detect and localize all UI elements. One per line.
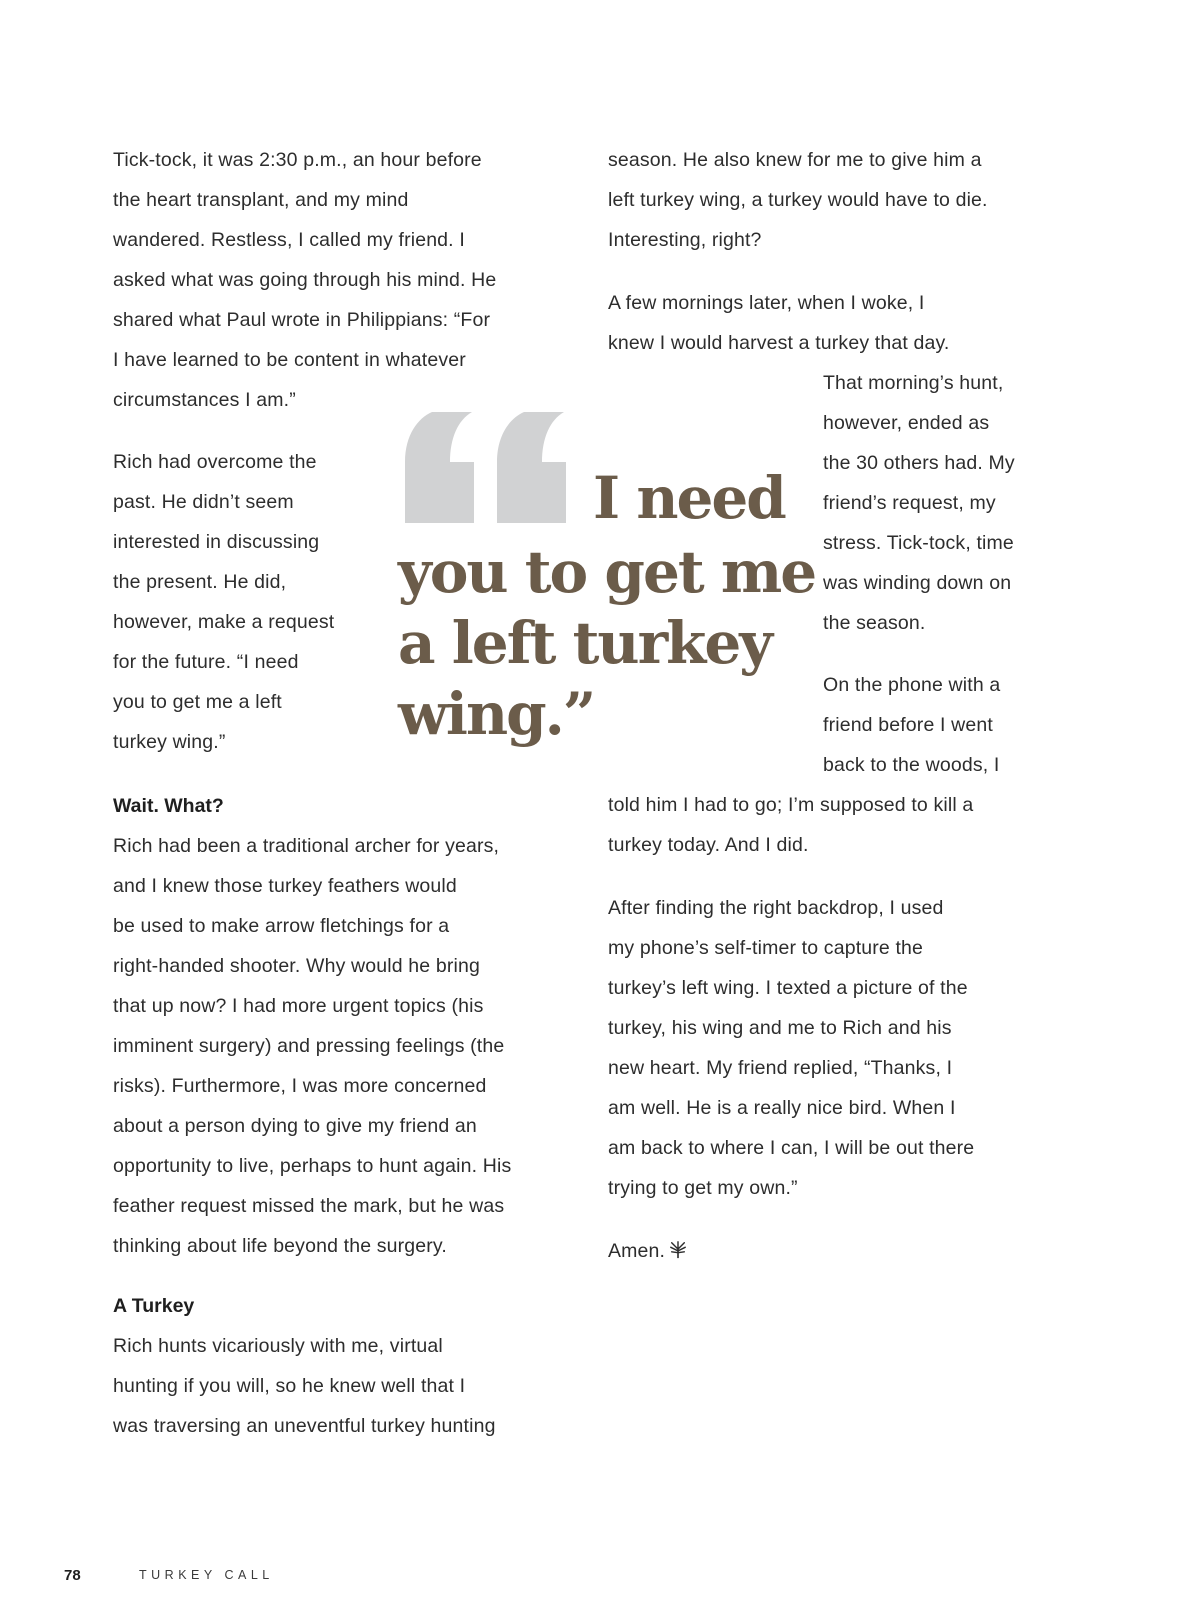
pull-quote-line-1: I need	[593, 464, 785, 532]
pull-quote-line-4: wing.”	[398, 680, 595, 748]
text-line: friend’s request, my	[823, 492, 996, 514]
text-line: interested in discussing	[113, 531, 320, 553]
text-line: trying to get my own.”	[608, 1177, 798, 1199]
right-paragraph-2-full	[608, 283, 950, 363]
pull-quote-line-2: you to get me	[398, 538, 816, 606]
text-line: the present. He did,	[113, 571, 287, 593]
page-number: 78	[64, 1567, 81, 1584]
closing-line	[608, 1231, 687, 1271]
text-line: shared what Paul wrote in Philippians: “For	[113, 309, 491, 331]
text-line: right-handed shooter. Why would he bring	[113, 955, 480, 977]
text-line: you to get me a left	[113, 691, 282, 713]
open-quote-icon	[400, 410, 570, 525]
text-line: the season.	[823, 612, 926, 634]
text-line: A few mornings later, when I woke, I	[608, 292, 925, 314]
text-line: turkey wing.”	[113, 731, 226, 753]
closing-text: Amen.	[608, 1240, 666, 1262]
text-line: After finding the right backdrop, I used	[608, 897, 944, 919]
text-line: I have learned to be content in whatever	[113, 349, 466, 371]
text-line: asked what was going through his mind. He	[113, 269, 497, 291]
text-line: and I knew those turkey feathers would	[113, 875, 457, 897]
text-line: Rich had been a traditional archer for years,	[113, 835, 500, 857]
left-paragraph-2	[113, 442, 334, 762]
text-line: knew I would harvest a turkey that day.	[608, 332, 950, 354]
text-line: wandered. Restless, I called my friend. I	[113, 229, 465, 251]
section-heading-wait-what: Wait. What?	[113, 795, 224, 817]
text-line: thinking about life beyond the surgery.	[113, 1235, 447, 1257]
text-line: imminent surgery) and pressing feelings (the	[113, 1035, 505, 1057]
text-line: turkey’s left wing. I texted a picture of the	[608, 977, 968, 999]
text-line: friend before I went	[823, 714, 993, 736]
text-line: new heart. My friend replied, “Thanks, I	[608, 1057, 953, 1079]
text-line: about a person dying to give my friend an	[113, 1115, 477, 1137]
left-paragraph-4	[113, 1326, 496, 1446]
text-line: opportunity to live, perhaps to hunt again. His	[113, 1155, 512, 1177]
text-line: left turkey wing, a turkey would have to die.	[608, 189, 988, 211]
text-line: my phone’s self-timer to capture the	[608, 937, 924, 959]
text-line: back to the woods, I	[823, 754, 1000, 776]
section-heading-a-turkey: A Turkey	[113, 1295, 195, 1317]
text-line: for the future. “I need	[113, 651, 299, 673]
text-line: On the phone with a	[823, 674, 1001, 696]
text-line: turkey, his wing and me to Rich and his	[608, 1017, 952, 1039]
text-line: circumstances I am.”	[113, 389, 296, 411]
text-line: risks). Furthermore, I was more concerned	[113, 1075, 487, 1097]
text-line: the 30 others had. My	[823, 452, 1015, 474]
text-line: was traversing an uneventful turkey hunting	[113, 1415, 496, 1437]
text-line: turkey today. And I did.	[608, 834, 809, 856]
text-line: Interesting, right?	[608, 229, 762, 251]
text-line: told him I had to go; I’m supposed to kill a	[608, 794, 974, 816]
turkey-feather-icon	[669, 1241, 687, 1259]
right-paragraph-3-full	[608, 785, 973, 865]
publication-name: TURKEY CALL	[139, 1568, 274, 1582]
text-line: hunting if you will, so he knew well that I	[113, 1375, 466, 1397]
text-line: be used to make arrow fletchings for a	[113, 915, 450, 937]
pull-quote-line-3: a left turkey	[398, 609, 771, 677]
text-line: That morning’s hunt,	[823, 372, 1004, 394]
left-paragraph-3	[113, 826, 511, 1266]
text-line: was winding down on	[823, 572, 1012, 594]
right-paragraph-3-narrow	[823, 665, 1000, 785]
text-line: the heart transplant, and my mind	[113, 189, 409, 211]
left-paragraph-1	[113, 140, 496, 420]
text-line: past. He didn’t seem	[113, 491, 294, 513]
text-line: Tick-tock, it was 2:30 p.m., an hour before	[113, 149, 482, 171]
text-line: that up now? I had more urgent topics (his	[113, 995, 484, 1017]
text-line: Rich hunts vicariously with me, virtual	[113, 1335, 443, 1357]
right-paragraph-1	[608, 140, 988, 260]
text-line: am well. He is a really nice bird. When I	[608, 1097, 956, 1119]
text-line: Rich had overcome the	[113, 451, 317, 473]
text-line: season. He also knew for me to give him a	[608, 149, 982, 171]
right-paragraph-2-narrow	[823, 363, 1015, 643]
text-line: feather request missed the mark, but he was	[113, 1195, 505, 1217]
right-paragraph-4	[608, 888, 974, 1208]
text-line: am back to where I can, I will be out there	[608, 1137, 975, 1159]
text-line: however, make a request	[113, 611, 335, 633]
text-line: stress. Tick-tock, time	[823, 532, 1014, 554]
text-line: however, ended as	[823, 412, 990, 434]
